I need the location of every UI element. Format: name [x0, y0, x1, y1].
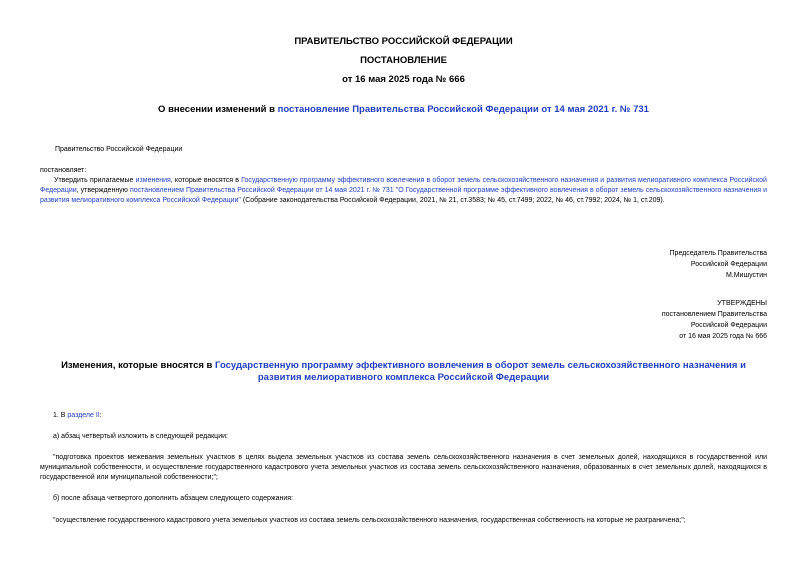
changes-title-link-program[interactable]: Государственную программу эффективного вовлечения в оборот земель сельскохозяйственного назначения и развития мелиоративного комплекса Российской Федерации — [215, 360, 746, 383]
signature-org: Российской Федерации — [690, 261, 767, 268]
item1-link-section-2[interactable]: разделе II — [67, 412, 100, 419]
signature-title: Председатель Правительства — [669, 250, 767, 257]
approval-line-1: УТВЕРЖДЕНЫ — [717, 300, 767, 307]
signature-block — [670, 248, 767, 281]
signature-name: М.Мишустин — [725, 272, 767, 279]
document-title — [0, 104, 807, 116]
item1-text-b: : — [99, 412, 102, 419]
p1-text-a: Утвердить прилагаемые — [54, 177, 136, 184]
approval-block — [662, 298, 767, 342]
change-item-1 — [53, 411, 102, 421]
approval-line-4: от 16 мая 2025 года № 666 — [679, 333, 767, 340]
sub-item-b: б) после абзаца четвертого дополнить абзацем следующего содержания: — [53, 495, 293, 502]
document-date: от 16 мая 2025 года № 666 — [342, 74, 465, 85]
decrees-line: постановляет: — [40, 167, 87, 174]
p1-text-c: , утвержденную — [76, 187, 130, 194]
quote-1: "подготовка проектов межевания земельных участков в целях выдела земельных участков из состава земель сельскохозяйственного назначения в счет земельных долей, находящихся в государственной или муниципальной собственности, и осуществление государственного кадастрового учета земельных участков из состава земель сельскохозяйственного назначения, образованных в счет земельных долей, находящихся в государственной или муниципальной собственности;"; — [40, 454, 767, 481]
approval-line-2: постановлением Правительства — [661, 311, 767, 318]
government-header: ПРАВИТЕЛЬСТВО РОССИЙСКОЙ ФЕДЕРАЦИИ — [294, 36, 513, 47]
title-link-decree-731[interactable]: постановление Правительства Российской Федерации от 14 мая 2021 г. № 731 — [277, 104, 649, 115]
sub-item-a: а) абзац четвертый изложить в следующей редакции: — [53, 433, 228, 440]
p1-text-d: (Собрание законодательства Российской Федерации, 2021, № 21, ст.3583; № 45, ст.7499; 2022, № 46, ст.7992; 2024, № 1, ст.209). — [240, 197, 665, 204]
quote-2: "осуществление государственного кадастрового учета земельных участков из состава земель сельскохозяйственного назначения, государственная собственность на которые не разграничена;"; — [53, 517, 686, 524]
title-prefix: О внесении изменений в — [158, 104, 278, 115]
p1-text-b: , которые вносятся в — [170, 177, 242, 184]
changes-title — [60, 360, 747, 384]
p1-link-program[interactable]: Государственную программу эффективного вовлечения в оборот земель сельскохозяйственного назначения и развития мелиоративного комплекса Российской Федерации — [40, 177, 767, 194]
approval-line-3: Российской Федерации — [690, 322, 767, 329]
resolution-paragraph — [40, 176, 767, 206]
item1-text-a: 1. В — [53, 412, 68, 419]
changes-title-prefix: Изменения, которые вносятся в — [61, 360, 216, 371]
government-line: Правительство Российской Федерации — [55, 146, 183, 153]
p1-link-changes[interactable]: изменения — [135, 177, 171, 184]
p1-link-decree[interactable]: постановлением Правительства Российской Федерации от 14 мая 2021 г. № 731 "О Государственной программе эффективного вовлечения в оборот земель сельскохозяйственного назначения и развития мелиоративного комплекса Российской Федерации" — [40, 187, 767, 204]
document-type: ПОСТАНОВЛЕНИЕ — [360, 55, 447, 66]
